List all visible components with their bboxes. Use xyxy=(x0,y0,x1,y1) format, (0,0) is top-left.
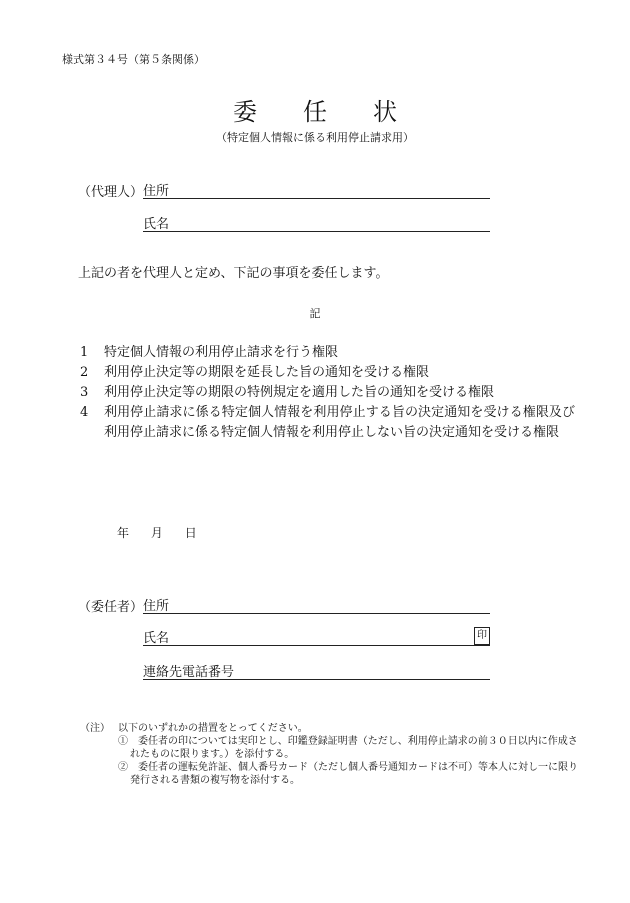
document-subtitle: （特定個人情報に係る利用停止請求用） xyxy=(216,131,414,144)
ki-heading: 記 xyxy=(309,307,321,320)
principal-phone-label: 連絡先電話番号 xyxy=(143,665,235,680)
principal-address-label: 住所 xyxy=(143,599,170,614)
item-number: 4 xyxy=(80,405,89,420)
agent-role-label: （代理人） xyxy=(78,185,144,200)
item-text: 利用停止決定等の期限の特例規定を適用した旨の通知を受ける権限 xyxy=(104,385,495,400)
agent-address-field[interactable] xyxy=(143,180,490,199)
notes-header xyxy=(80,722,580,735)
note-text: 委任者の運転免許証、個人番号カード（ただし個人番号通知カードは不可）等本人に対し一に限り発行される書類の複写物を添付する。 xyxy=(130,762,578,786)
note-text: 委任者の印については実印とし、印鑑登録証明書（ただし、利用停止請求の前３０日以内に作成されたものに限ります。）を添付する。 xyxy=(130,736,578,760)
agent-address-label: 住所 xyxy=(143,184,170,199)
item-number: 1 xyxy=(80,345,89,360)
delegated-powers-list xyxy=(80,343,575,443)
note-mark: ① xyxy=(118,736,128,747)
principal-name-field[interactable] xyxy=(143,627,490,646)
principal-phone-field[interactable] xyxy=(143,661,490,680)
notes-head: （注） xyxy=(80,723,110,734)
date-day: 日 xyxy=(184,526,197,540)
date-line xyxy=(117,524,215,541)
list-item xyxy=(80,363,575,383)
principal-role-label: （委任者） xyxy=(78,600,144,615)
date-month: 月 xyxy=(150,526,163,540)
principal-address-field[interactable] xyxy=(143,595,490,614)
agent-name-field[interactable] xyxy=(143,213,490,232)
form-number: 様式第３４号（第５条関係） xyxy=(62,53,205,66)
list-item xyxy=(80,403,575,443)
list-item xyxy=(80,343,575,363)
item-text: 利用停止請求に係る特定個人情報を利用停止する旨の決定通知を受ける権限及び利用停止請求に係る特定個人情報を利用停止しない旨の決定通知を受ける権限 xyxy=(104,405,575,440)
note-item xyxy=(118,761,580,787)
document-title: 委任状 xyxy=(233,98,443,126)
agent-name-label: 氏名 xyxy=(143,217,170,232)
seal-box: 印 xyxy=(474,627,490,645)
delegation-statement: 上記の者を代理人と定め、下記の事項を委任します。 xyxy=(78,266,389,281)
date-year: 年 xyxy=(117,526,130,540)
item-number: 2 xyxy=(80,365,89,380)
item-text: 特定個人情報の利用停止請求を行う権限 xyxy=(104,345,339,360)
item-number: 3 xyxy=(80,385,89,400)
note-item xyxy=(118,735,580,761)
principal-name-label: 氏名 xyxy=(143,631,170,646)
list-item xyxy=(80,383,575,403)
notes-intro: 以下のいずれかの措置をとってください。 xyxy=(118,723,308,734)
item-text: 利用停止決定等の期限を延長した旨の通知を受ける権限 xyxy=(104,365,430,380)
note-mark: ② xyxy=(118,762,128,773)
notes-section xyxy=(80,722,580,787)
